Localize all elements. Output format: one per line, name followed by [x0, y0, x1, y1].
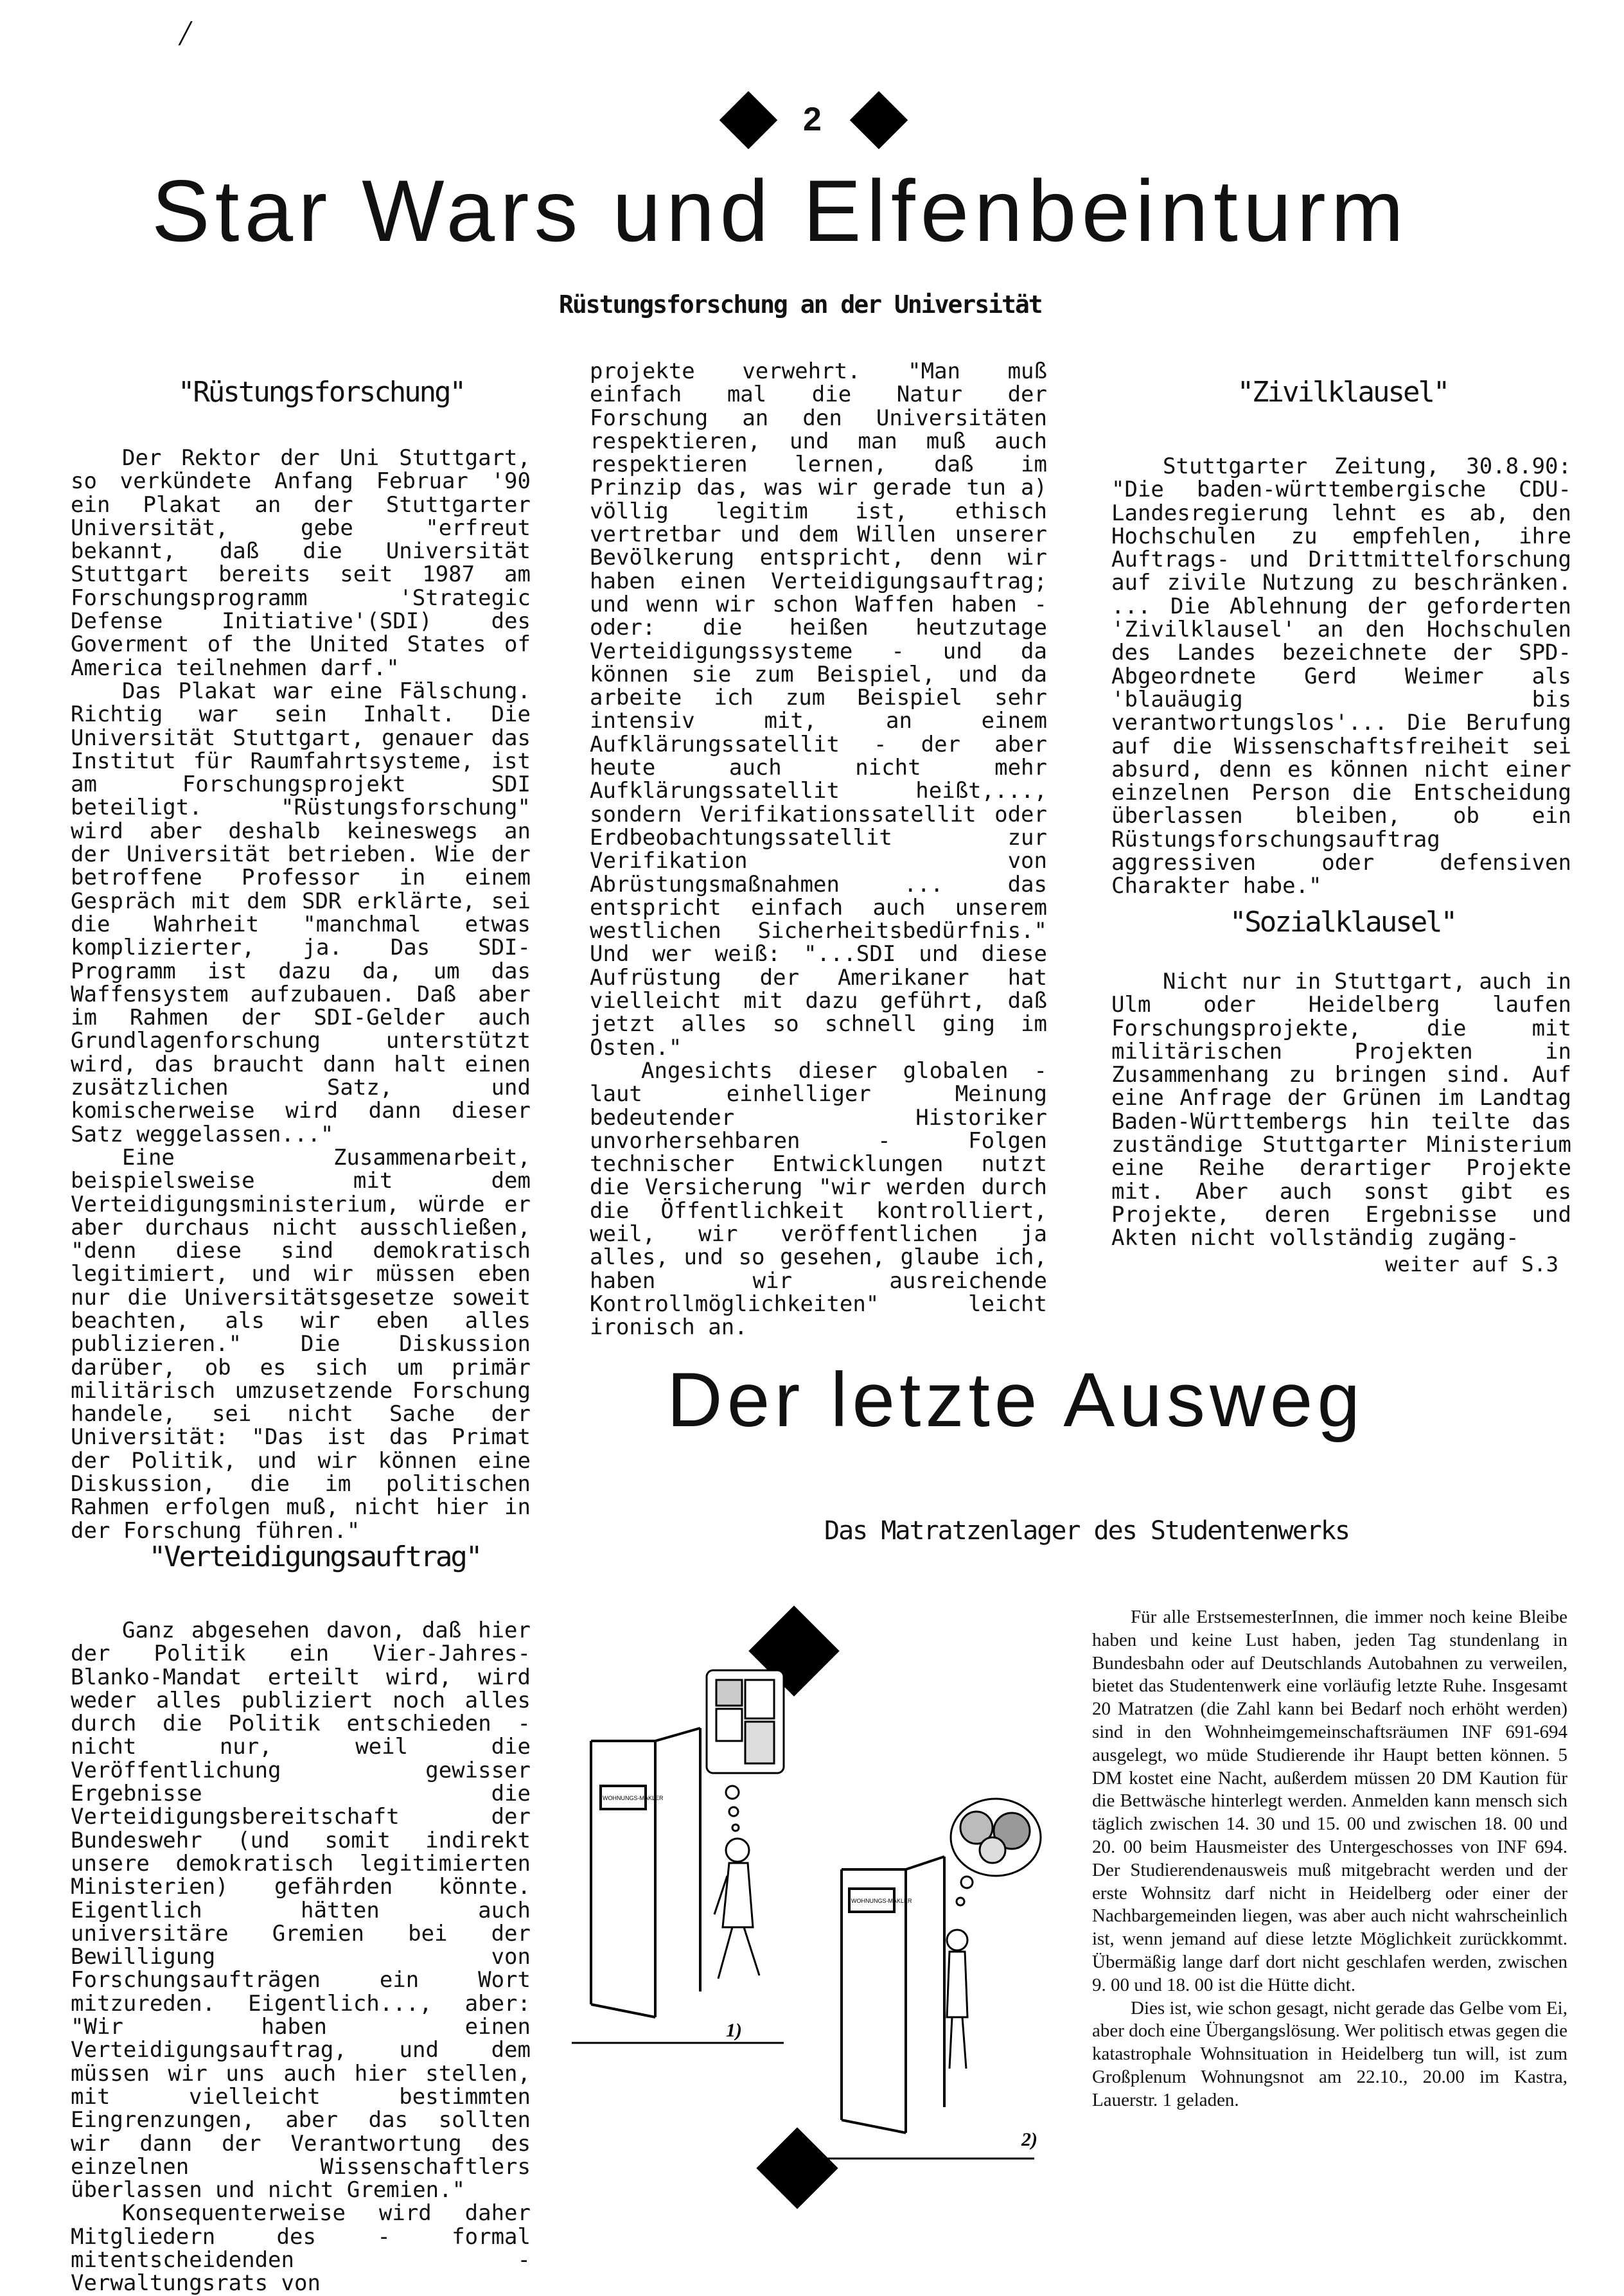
section-heading-verteidigung: "Verteidigungsauftrag" — [148, 1541, 481, 1573]
panel-label-1: 1) — [726, 2020, 742, 2041]
page-number: 2 — [803, 101, 822, 138]
paragraph: Der Rektor der Uni Stuttgart, so verkündete Anfang Februar '90 ein Plakat an der Stuttgarter Universität, gebe "erfreut bekannt, daß die Universität Stuttgart bereits seit 1987 am Forschungsprogramm 'Strategic Defense Initiative'(SDI) des Goverment of the United States of America teilnehmen darf." — [71, 445, 531, 681]
paragraph: Konsequenterweise wird daher Mitgliedern des - formal mitentscheidenden - Verwaltungsrats von — [71, 2200, 531, 2296]
paragraph: Ganz abgesehen davon, daß hier der Politik ein Vier-Jahres-Blanko-Mandat erteilt wird, wird weder alles publiziert noch alles durch die Politik entschieden - nicht nur, weil die Veröffentlichung gewisser Ergebnisse die Verteidigungsbereitschaft der Bundeswehr (und somit indirekt unsere demokratisch legitimierten Ministerien) gefährden könnte. Eigentlich hätten auch universitäre Gremien bei der Bewilligung von Forschungsaufträgen ein Wort mitzureden. Eigentlich..., aber: "Wir haben einen Verteidigungsauftrag, und dem müssen wir uns auch hier stellen, mit vielleicht bestimmten Eingrenzungen, aber das sollten wir dann der Verantwortung des einzelnen Wissenschaftlers überlassen und nicht Gremien." — [71, 1618, 531, 2203]
thought-bubble-1 — [707, 1670, 784, 1831]
paragraph: Stuttgarter Zeitung, 30.8.90: "Die baden-württembergische CDU-Landesregierung lehnt es ab, den Hochschulen zu empfehlen, ihre Auftrags- und Drittmittelforschung auf zivile Nutzung zu beschränken. ... Die Ablehnung der geforderten 'Zivilklausel' an den Hochschulen des Landes bezeichnete der SPD-Abgeordnete Gerd Weimer als 'blauäugig bis verantwortungslos'... Die Berufung auf die Wissenschaftsfreiheit sei absurd, denn es können nicht einer einzelnen Person die Entscheidung überlassen bleiben, ob ein Rüstungsforschungsauftrag aggressiven oder defensiven Charakter habe." — [1111, 454, 1571, 899]
walking-figure-2 — [947, 1930, 967, 2069]
article2-subtitle: Das Matratzenlager des Studentenwerks — [824, 1516, 1350, 1546]
paragraph: Angesichts dieser globalen - laut einhelliger Meinung bedeutender Historiker unvorhersehbaren - Folgen technischer Entwicklungen nutzt die Versicherung "wir werden durch die Öffentlichkeit kontrolliert, weil, wir veröffentlichen ja alles, und so gesehen, glaube ich, haben wir ausreichende Kontrollmöglichkeiten" leicht ironisch an. — [590, 1057, 1047, 1341]
cartoon-panel-2 — [816, 1857, 1034, 2159]
paragraph: Nicht nur in Stuttgart, auch in Ulm oder Heidelberg laufen Forschungsprojekte, die mit militärischen Projekten in Zusammenhang zu bringen sind. Auf eine Anfrage der Grünen im Landtag Baden-Württembergs hin teilte das zuständige Stuttgarter Ministerium eine Reihe derartiger Projekte mit. Aber auch sonst gibt es Projekte, deren Ergebnisse und Akten nicht vollständig zugäng- — [1111, 969, 1571, 1251]
paragraph: Eine Zusammenarbeit, beispielsweise mit dem Verteidigungsministerium, würde er aber durchaus nicht ausschließen, "denn diese sind demokratisch legitimiert, und wir müssen eben nur die Universitätsgesetze soweit beachten, als wir eben alles publizieren." Die Diskussion darüber, ob es sich um primär militärisch umzusetzende Forschung handele, sei nicht Sache der Universität: "Das ist das Primat der Politik, und wir können eine Diskussion, die im politischen Rahmen erfolgen muß, nicht hier in der Forschung führen." — [71, 1144, 531, 1544]
paragraph: projekte verwehrt. "Man muß einfach mal die Natur der Forschung an den Universitäten respektieren, und man muß auch respektieren lernen, daß im Prinzip das, was wir gerade tun a) völlig legitim ist, ethisch vertretbar und dem Willen unserer Bevölkerung entspricht, denn wir haben einen Verteidigungsauftrag; und wenn wir schon Waffen haben - oder: die heißen heutzutage Verteidigungssysteme - und da können sie zum Beispiel, und da arbeite ich zum Beispiel sehr intensiv mit, an einem Aufklärungssatellit - der aber heute auch nicht mehr Aufklärungssatellit heißt,..., sondern Verifikationssatellit oder Erdbeobachtungssatellit zur Verifikation von Abrüstungsmaßnahmen ... das entspricht einfach auch unserem westlichen Sicherheitsbedürfnis." Und wer weiß: "...SDI und diese Aufrüstung der Amerikaner hat vielleicht mit dazu geführt, daß jetzt alles so schnell ging im Osten." — [590, 358, 1047, 1061]
thought-bubble-2 — [951, 1799, 1041, 1905]
column-middle — [590, 360, 1047, 1339]
section-heading-ruestung: "Rüstungsforschung" — [177, 376, 465, 409]
panel-label-2: 2) — [1021, 2129, 1037, 2150]
article-subtitle: Rüstungsforschung an der Universität — [559, 290, 1042, 319]
page-mark: / — [180, 13, 190, 53]
section-heading-zivil: "Zivilklausel" — [1237, 376, 1449, 409]
article2-text-column — [1092, 1606, 1567, 2112]
column-right-top — [1111, 455, 1571, 898]
continued-note: weiter auf S.3 — [1385, 1251, 1558, 1276]
cartoon-illustration — [572, 1657, 1060, 2184]
column-left-top — [71, 446, 531, 1542]
paragraph: Für alle ErstsemesterInnen, die immer noch keine Bleibe haben und keine Lust haben, jeden Tag stundenlang in Bundesbahn oder auf Deutschlands Autobahnen zu verweilen, bietet das Studentenwerk eine vorläufig letzte Ruhe. Insgesamt 20 Matratzen (die Zahl kann bei Bedarf noch erhöht werden) sind in den Wohnheimgemeinschaftsräumen INF 691-694 ausgelegt, wo müde Studierende ihr Haupt betten können. 5 DM kostet eine Nacht, außerdem müssen 20 DM Kaution für die Bettwäsche hinterlegt werden. Anmelden kann mensch sich täglich zwischen 14. 30 und 15. 00 und zwischen 18. 00 und 20. 00 beim Hausmeister des Untergeschosses von INF 694. Der Studierendenausweis muß mitgebracht werden und der erste Wohnsitz darf nicht in Heidelberg oder einer der Nachbargemeinden liegen, was aber auch nicht wahrscheinlich ist, wenn jemand auf diese letzte Möglichkeit zurückkommt. Übermäßig lange darf dort nicht geschlafen werden, zwischen 9. 00 und 18. 00 ist die Hütte dicht. — [1092, 1607, 1567, 1995]
cartoon-sign-1: WOHNUNGS-MAKLER — [603, 1795, 664, 1801]
column-left-bottom — [71, 1619, 531, 2295]
column-right-bottom — [1111, 970, 1571, 1276]
cartoon-panel-1 — [572, 1728, 784, 2043]
paragraph: Das Plakat war eine Fälschung. Richtig war sein Inhalt. Die Universität Stuttgart, genauer das Institut für Raumfahrtsysteme, ist am Forschungsprojekt SDI beteiligt. "Rüstungsforschung" wird aber deshalb keineswegs an der Universität betrieben. Wie der betroffene Professor in einem Gespräch mit dem SDR erklärte, sei die Wahrheit "manchmal etwas komplizierter, ja. Das SDI-Programm ist dazu da, um das Waffensystem aufzubauen. Daß aber im Rahmen der SDI-Gelder auch Grundlagenforschung unterstützt wird, das braucht dann halt einen zusätzlichen Satz, und komischerweise wird dann dieser Satz weggelassen..." — [71, 678, 531, 1147]
section-heading-sozial: "Sozialklausel" — [1229, 906, 1456, 939]
article2-title: Der letzte Ausweg — [667, 1357, 1365, 1443]
paragraph: Dies ist, wie schon gesagt, nicht gerade das Gelbe vom Ei, aber doch eine Übergangslösung. Wer politisch etwas gegen die katastrophale Wohnsituation in Heidelberg tun will, ist zum Großplenum Wohnungsnot am 22.10., 20.00 im Kastra, Lauerstr. 1 geladen. — [1092, 1997, 1567, 2110]
diamond-right-icon — [850, 91, 908, 150]
diamond-left-icon — [719, 91, 778, 150]
walking-figure-1 — [714, 1839, 759, 1979]
article-title: Star Wars und Elfenbeinturm — [152, 162, 1409, 260]
cartoon-sign-2: WOHNUNGS-MAKLER — [851, 1898, 912, 1904]
